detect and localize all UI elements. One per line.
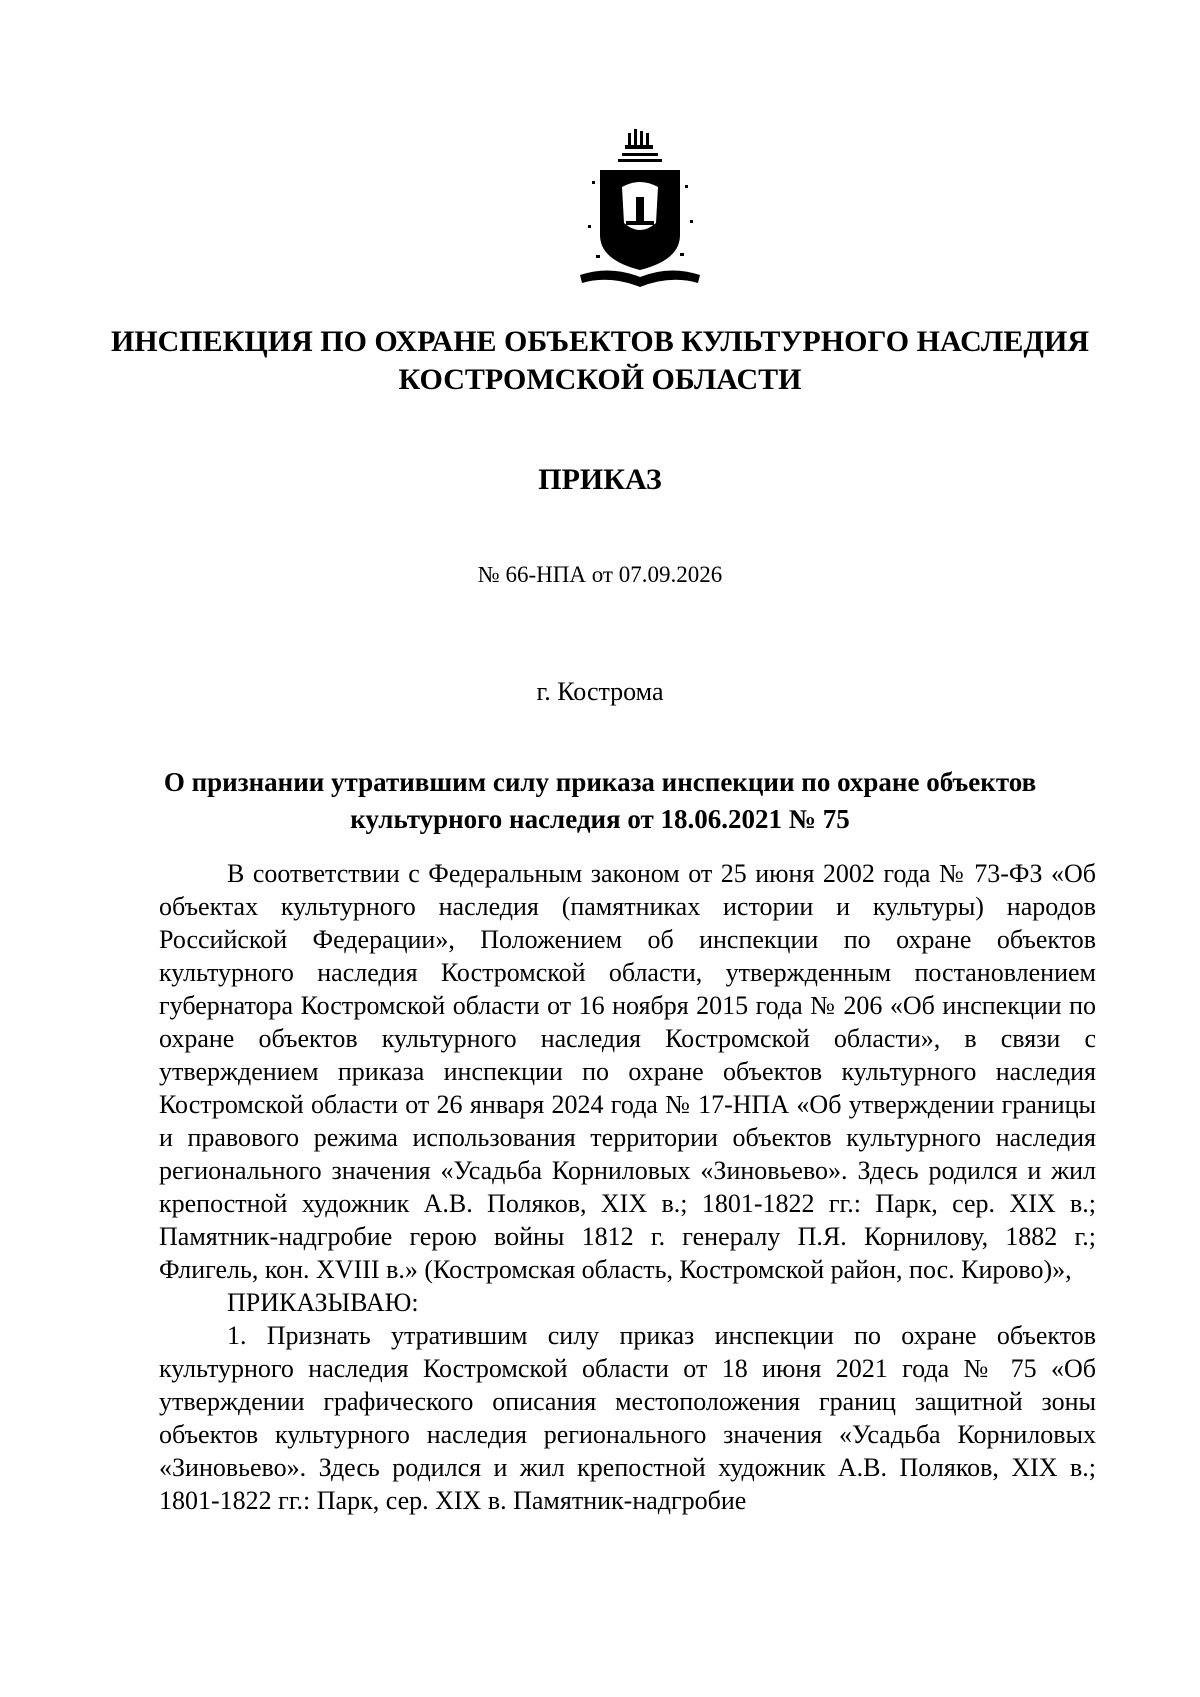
document-body (159, 857, 1096, 1517)
subject-line-2: культурного наследия от 18.06.2021 № 75 (350, 804, 850, 834)
agency-name (0, 323, 1200, 399)
subject-line-1: О признании утратившим силу приказа инспекции по охране объектов (163, 767, 1037, 797)
city: г. Кострома (536, 677, 664, 706)
order-item-1: 1. Признать утратившим силу приказ инспекции по охране объектов культурного наследия Костромской области от 18 июня 2021 года № 75 «Об утверждении графического описания местоположения границ защитной зоны объектов культурного наследия регионального значения «Усадьба Корниловых «Зиновьево». Здесь родился и жил крепостной художник А.В. Поляков, XIX в.; 1801-1822 гг.: Парк, сер. XIX в. Памятник-надгробие (159, 1321, 1096, 1515)
preamble-paragraph: В соответствии с Федеральным законом от 25 июня 2002 года № 73-ФЗ «Об объектах культурного наследия (памятниках истории и культуры) народов Российской Федерации», Положением об инспекции по охране объектов культурного наследия Костромской области, утвержденным постановлением губернатора Костромской области от 16 ноября 2015 года № 206 «Об инспекции по охране объектов культурного наследия Костромской области», в связи с утверждением приказа инспекции по охране объектов культурного наследия Костромской области от 26 января 2024 года № 17-НПА «Об утверждении границы и правового режима использования территории объектов культурного наследия регионального значения «Усадьба Корниловых «Зиновьево». Здесь родился и жил крепостной художник А.В. Поляков, XIX в.; 1801-1822 гг.: Парк, сер. XIX в.; Памятник-надгробие герою войны 1812 г. генералу П.Я. Корнилову, 1882 г.; Флигель, кон. XVIII в.» (Костромская область, Костромской район, пос. Кирово)», (159, 859, 1096, 1284)
order-word: ПРИКАЗЫВАЮ: (227, 1288, 419, 1317)
document-subject (0, 764, 1200, 838)
agency-line-2: КОСТРОМСКОЙ ОБЛАСТИ (398, 363, 802, 396)
agency-line-1: ИНСПЕКЦИЯ ПО ОХРАНЕ ОБЪЕКТОВ КУЛЬТУРНОГО НАСЛЕДИЯ (110, 325, 1090, 358)
document-number: № 66-НПА от 07.09.2026 (477, 562, 723, 587)
document-type: ПРИКАЗ (538, 463, 662, 496)
coat-of-arms-emblem (570, 125, 710, 295)
